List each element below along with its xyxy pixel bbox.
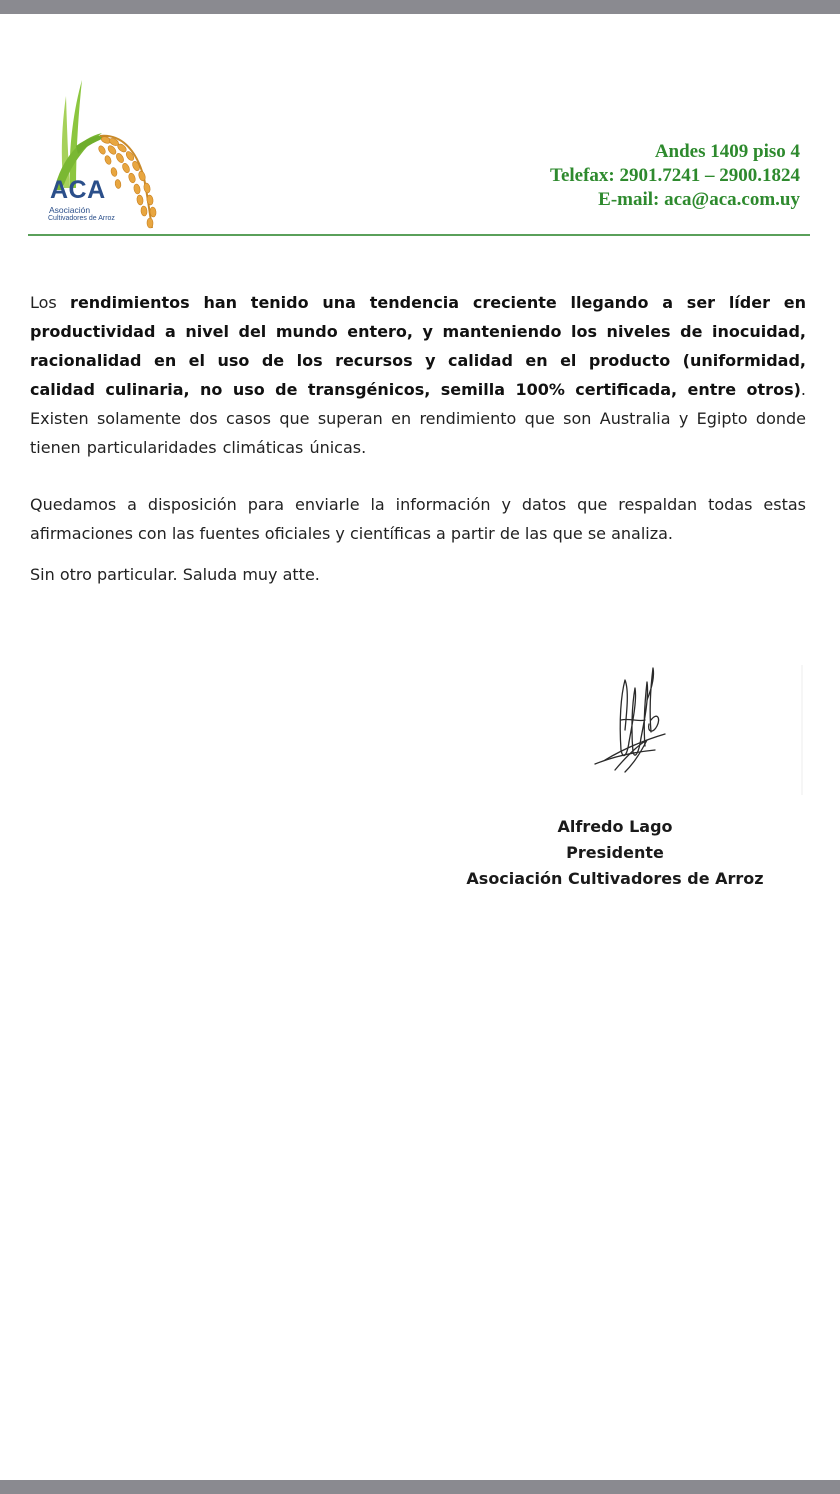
logo-name-line2: Cultivadores de Arroz [48, 215, 115, 222]
signer-block [440, 814, 790, 892]
contact-telefax: Telefax: 2901.7241 – 2900.1824 [550, 165, 800, 186]
aca-logo [40, 78, 170, 233]
signer-role: Presidente [566, 843, 664, 862]
handwritten-signature [585, 660, 815, 800]
paragraph-yields [30, 288, 806, 462]
header-divider [28, 234, 810, 236]
contact-email: E-mail: aca@aca.com.uy [598, 189, 800, 210]
contact-block [550, 140, 800, 212]
paragraph-closing: Sin otro particular. Saluda muy atte. [30, 565, 320, 584]
bottom-frame-bar [0, 1480, 840, 1494]
contact-address: Andes 1409 piso 4 [654, 141, 800, 162]
signer-organization: Asociación Cultivadores de Arroz [466, 869, 764, 888]
letter-body [30, 288, 806, 589]
logo-acronym: ACA [50, 176, 106, 204]
para1-intro: Los [30, 293, 71, 312]
para1-outro: . Existen solamente dos casos que superan en rendimiento que son Australia y Egipto donde tienen particularidades climáticas únicas. [30, 380, 806, 457]
logo-name-line1: Asociación [49, 205, 91, 215]
signer-name: Alfredo Lago [557, 817, 673, 836]
para1-bold-claim: rendimientos han tenido una tendencia creciente llegando a ser líder en productividad a nivel del mundo entero, y manteniendo los niveles de inocuidad, racionalidad en el uso de los recursos y calidad en el producto (uniformidad, calidad culinaria, no uso de transgénicos, semilla 100% certificada, entre otros) [30, 293, 806, 399]
paragraph-availability: Quedamos a disposición para enviarle la información y datos que respaldan todas estas afirmaciones con las fuentes oficiales y científicas a partir de las que se analiza. [30, 495, 806, 543]
top-frame-bar [0, 0, 840, 14]
